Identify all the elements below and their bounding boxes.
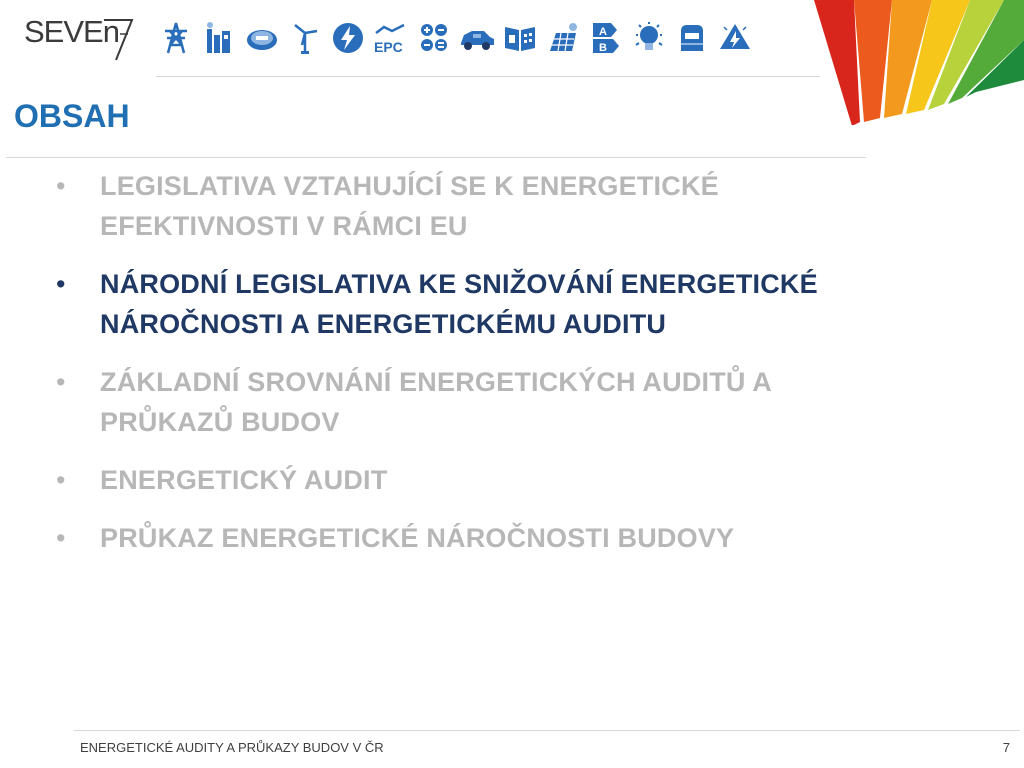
- bullet-icon: •: [56, 367, 66, 397]
- agenda-item: [56, 518, 876, 558]
- energy-icon-strip: [156, 18, 816, 58]
- logo-text: SEVEn: [24, 14, 119, 49]
- agenda-item: [56, 166, 876, 246]
- footer-divider: [74, 730, 1020, 731]
- bullet-icon: •: [56, 465, 66, 495]
- agenda-item-current: [56, 264, 876, 344]
- seven-logo: [24, 14, 136, 64]
- agenda-item: [56, 362, 876, 442]
- bullet-icon: •: [56, 269, 66, 299]
- agenda-item-text: NÁRODNÍ LEGISLATIVA KE SNIŽOVÁNÍ ENERGETICKÉ NÁROČNOSTI A ENERGETICKÉMU AUDITU: [100, 269, 818, 339]
- thermostat-icon: [242, 18, 281, 58]
- car-icon: [457, 18, 496, 58]
- meter-icon: [672, 18, 711, 58]
- page-number: 7: [1002, 740, 1010, 755]
- footer-title: ENERGETICKÉ AUDITY A PRŮKAZY BUDOV V ČR: [80, 740, 384, 755]
- power-pylon-icon: [156, 18, 195, 58]
- light-bulb-icon: [629, 18, 668, 58]
- agenda-item-text: ENERGETICKÝ AUDIT: [100, 465, 388, 495]
- title-divider: [6, 157, 866, 158]
- lightning-icon: [328, 18, 367, 58]
- book-icon: [500, 18, 539, 58]
- energy-label-a: A: [598, 26, 607, 38]
- epc-label: EPC: [373, 39, 403, 55]
- bullet-icon: •: [56, 523, 66, 553]
- epc-icon: [371, 18, 410, 58]
- agenda-list: [56, 166, 876, 576]
- energy-label-ab-icon: [586, 18, 625, 58]
- factory-icon: [199, 18, 238, 58]
- agenda-item-text: LEGISLATIVA VZTAHUJÍCÍ SE K ENERGETICKÉ EFEKTIVNOSTI V RÁMCI EU: [100, 171, 719, 241]
- calculator-icon: [414, 18, 453, 58]
- house-energy-icon: [715, 18, 754, 58]
- slide-title: OBSAH: [14, 98, 130, 134]
- solar-panel-icon: [543, 18, 582, 58]
- agenda-item: [56, 460, 876, 500]
- decorative-color-fan: [814, 0, 1024, 125]
- agenda-item-text: ZÁKLADNÍ SROVNÁNÍ ENERGETICKÝCH AUDITŮ A PRŮKAZŮ BUDOV: [100, 367, 772, 437]
- header-divider: [156, 76, 820, 77]
- logo-swoosh-icon: [24, 14, 136, 64]
- wind-turbine-icon: [285, 18, 324, 58]
- bullet-icon: •: [56, 171, 66, 201]
- energy-label-b: B: [598, 42, 607, 54]
- fan-segment: [814, 0, 860, 125]
- agenda-item-text: PRŮKAZ ENERGETICKÉ NÁROČNOSTI BUDOVY: [100, 523, 735, 553]
